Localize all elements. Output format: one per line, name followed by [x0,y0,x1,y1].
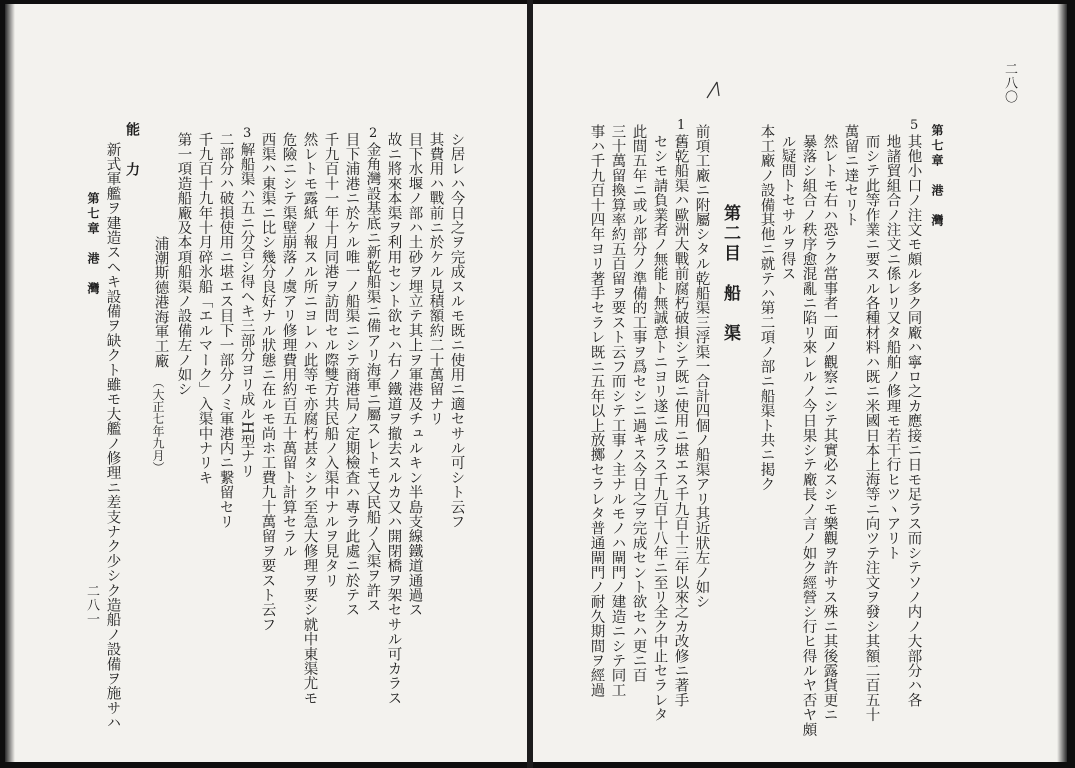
text-line: 目下水堰ノ部ハ土砂ヲ埋立テ其上ヲ軍港及チュルキン半島支線鐵道通過ス [406,132,423,618]
text-line: セシモ請負業者ノ無能ト無誠意トニヨリ遂ニ成ラス千九百十八年ニ至リ全ク中止セラレタ [651,134,668,722]
running-head-right: 第七章 港 灣 [930,124,944,229]
page-number-right: 二八〇 [1002,62,1017,104]
text-line: 故ニ將來本渠ヲ利用セント欲セハ右ノ鐵道ヲ撤去スルカ又ハ開閉橋ヲ架セサル可カラス [385,132,402,706]
text-line: 新式軍艦ヲ建造スヘキ設備ヲ缺クト雖モ大艦ノ修理ニ差支ナク少シク造船ノ設備ヲ施サハ [104,142,121,730]
heading-nouryoku: 能 力 [124,122,140,182]
text-line: 千九百十九年十月碎氷船「エルマーク」入渠中ナリキ [196,132,213,485]
citation: 浦潮斯德港海軍工廠 [152,236,169,369]
text-line: 第一項造船廠及本項船渠ノ設備左ノ如シ [175,132,192,397]
text-line: 而シテ此等作業ニ要スル各種材料ハ既ニ米國日本上海等ニ向ツテ注文ヲ發シ其額二百五十 [863,134,880,722]
text-line: 事ハ千九百十四年ヨリ著手セラレ既ニ五年以上放擲セラレタ普通閘門ノ耐久期間ヲ經過 [588,124,605,698]
scribble-mark [703,78,743,102]
section-marker-1: 1 [677,118,686,133]
section-marker-5: 5 [910,118,919,133]
right-page [533,4,1067,762]
text-line: 其他小口ノ注文モ頗ル多ク同廠ハ寧ロ之カ應接ニ日モ足ラス而シテソノ内ノ大部分ハ各 [905,134,922,708]
text-line: 前項工廠ニ附屬シタル乾船渠三浮渠一合計四個ノ船渠アリ其近狀左ノ如シ [693,124,710,610]
text-line: 二部分ハ破損使用ニ堪エス目下一部分ノミ軍港内ニ繋留セリ [217,132,234,529]
section-marker-3: 3 [243,126,252,141]
citation-date: （大正七年九月） [151,376,165,474]
text-line: 其費用ハ戰前ニ於ケル見積額約二十萬留ナリ [427,132,444,426]
text-line: 本工廠ノ設備其他ニ就テハ第二項ノ部ニ船渠ト共ニ掲ク [758,124,775,492]
text-line: 千九百十一年十月同港ヲ訪問セル際雙方共民船ノ入渠中ナルヲ見タリ [322,132,339,588]
page-edge-shadow [5,4,15,762]
text-line: 舊乾船渠ハ歐洲大戰前腐朽破損シテ既ニ使用ニ堪エス千九百十三年以來之カ改修ニ著手 [672,134,689,708]
text-line: 解船渠ハ五ニ分合シ得ヘキ三部分ヨリ成ルH型ナリ [238,142,255,479]
text-line: 暴落シ組合ノ秩序愈混亂ニ陷リ來レルノ今日果シテ廠長ノ言ノ如ク經營シ行ヒ得ルヤ否ヤ頗 [800,134,817,737]
left-page [5,4,527,762]
page-number-left: 二八一 [84,584,99,626]
page-edge-shadow [1057,4,1067,762]
text-line: 目下浦港ニ於ケル唯一ノ船渠ニシテ商港局ノ定期檢査ハ專ラ此處ニ於テス [343,132,360,618]
text-line: 地諸貿組合ノ注文ニ係レリ又タ船舶ノ修理モ若干行ヒツヽアリト [884,134,901,561]
text-line: 然レトモ露紙ノ報スル所ニヨレハ此等モ亦腐朽甚タシク至急大修理ヲ要シ就中東渠尤モ [301,132,318,706]
text-line: 三十萬留換算率約五百留ヲ要スト云フ而シテ工事ノ主ナルモノハ閘門ノ建造ニシテ同工 [609,124,626,698]
text-line: シ居レハ今日之ヲ完成スルモ既ニ使用ニ適セサル可シト云フ [448,132,465,529]
text-line: 此間五年ニ或ル部分ノ準備的工事ヲ爲セシニ過キス今日之ヲ完成セント欲セハ更ニ百 [630,124,647,683]
text-line: 萬留ニ達セリト [842,124,859,227]
text-line: 危險ニシテ渠壁崩落ノ虞アリ修理費用約百五十萬留ト計算セラル [280,132,297,559]
text-line: ル疑問トセサルヲ得ス [779,134,796,281]
running-head-left: 第七章 港 灣 [86,192,100,297]
text-line: 金角灣設基底ニ新乾船渠ニ備アリ海軍ニ屬スレトモ又民船ノ入渠ヲ許ス [364,142,381,613]
text-line: 西渠ハ東渠ニ比シ幾分良好ナル狀態ニ在ルモ尚ホ工費九十萬留ヲ要スト云フ [259,132,276,632]
text-line: 然レトモ右ハ恐ラク當事者一面ノ觀察ニシテ其實必スシモ樂觀ヲ許サス殊ニ其後露貨更ニ [821,134,838,722]
section-heading: 第二目 船 渠 [720,204,740,344]
section-marker-2: 2 [369,126,378,141]
